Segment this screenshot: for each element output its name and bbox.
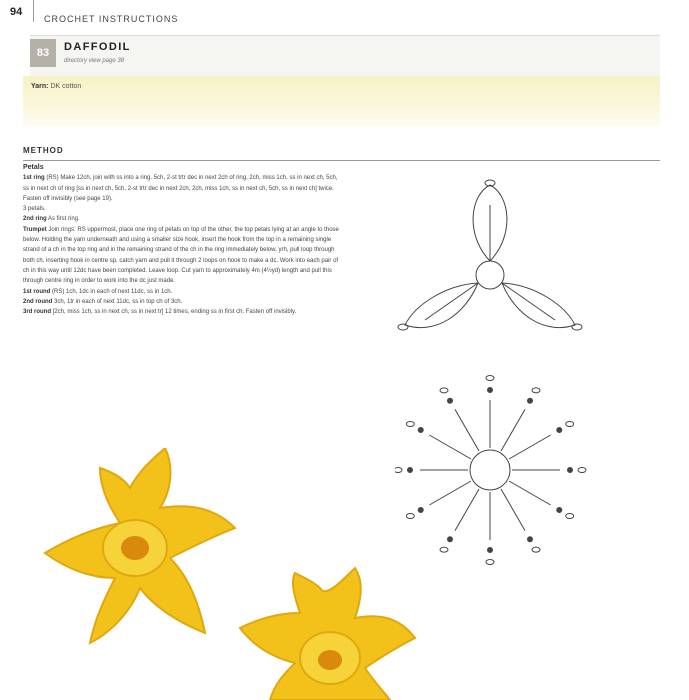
chart-chain-loop [532, 547, 540, 552]
instruction-label: 2nd ring [23, 216, 47, 223]
pattern-title: DAFFODIL [64, 41, 131, 53]
chart-dot [528, 398, 533, 403]
instruction-paragraph [23, 214, 343, 224]
directory-reference: directory view page 38 [64, 58, 125, 64]
chart-spoke [501, 409, 525, 451]
chart-chain-loop [566, 422, 574, 427]
chart-dot [448, 537, 453, 542]
yarn-band [23, 76, 660, 126]
chart-dot [488, 388, 493, 393]
pattern-number-badge: 83 [30, 39, 56, 67]
method-divider [23, 160, 660, 161]
daffodil-flower-small [240, 568, 415, 700]
pattern-title-box [30, 35, 660, 76]
chart-chain-loop [486, 376, 494, 381]
chart-spoke [455, 409, 479, 451]
method-heading: METHOD [23, 146, 64, 155]
chart-dot [448, 398, 453, 403]
instruction-paragraph [23, 297, 343, 307]
instruction-text: 3 petals. [23, 206, 46, 213]
instruction-text: [2ch, miss 1ch, ss in next ch, ss in next tr] 12 times, ending ss in first ch. Fasten off invisibly. [52, 309, 297, 316]
chart-chain-loop [578, 468, 586, 473]
yarn-line [31, 83, 81, 90]
instruction-paragraph [23, 307, 343, 317]
instruction-label: 1st round [23, 288, 51, 295]
instruction-label: 2nd round [23, 298, 53, 305]
instruction-paragraph [23, 173, 343, 204]
chart-spoke [455, 489, 479, 531]
chart-dot [557, 428, 562, 433]
daffodil-photo [40, 448, 440, 700]
instruction-paragraph [23, 287, 343, 297]
page-number: 94 [10, 6, 23, 18]
instruction-paragraph [23, 225, 343, 287]
yarn-value: DK cotton [50, 83, 82, 90]
chart-spoke [501, 489, 525, 531]
instruction-text: 3ch, 1tr in each of next 11dc, ss in top ch of 3ch. [54, 298, 183, 305]
chart-chain-loop [440, 388, 448, 393]
chart-chain-loop [486, 560, 494, 565]
section-title: CROCHET INSTRUCTIONS [44, 14, 179, 24]
petal-ring-chart [398, 180, 582, 330]
chart-dot [528, 537, 533, 542]
chart-dot [557, 508, 562, 513]
chart-dot [488, 548, 493, 553]
trumpet-round-chart [470, 450, 510, 490]
instruction-label: 1st ring [23, 175, 45, 182]
chart-dot [568, 468, 573, 473]
instruction-label: 3rd round [23, 309, 51, 316]
yarn-label: Yarn: [31, 83, 49, 90]
instruction-label: Trumpet [23, 226, 47, 233]
header-divider [33, 0, 34, 22]
chart-chain-loop [406, 422, 414, 427]
instruction-text: As first ring. [48, 216, 80, 223]
instruction-text: Join rings: RS uppermost, place one ring of petals on top of the other, the top petals lying at an angle to those below. Holding the yarn underneath and using a smaller size hook, insert the hook from the top in a remaining single strand of a ch in the top ring and in the remaining strand of the ch in the ring immediately below, yrh, pull loop through both ch, inserting hook in centre sp, catch yarn and pull it through 2 loops on hook to make a dc. Work into each pair of ch in this way until 12dc have been completed. Leave loop. Cut yarn to approximately 4m (4½yd) length and pull this through centre ring in order to work into the dc just made. [23, 226, 339, 285]
chart-spoke [509, 435, 551, 459]
instructions-block [23, 163, 343, 317]
chart-chain-loop [440, 547, 448, 552]
daffodil-flower-large [45, 448, 235, 643]
chart-chain-loop [566, 514, 574, 519]
chart-dot [418, 428, 423, 433]
instruction-paragraph [23, 204, 343, 214]
instruction-text: (RS) Make 12ch, join with ss into a ring. 5ch, 2-st trtr dec in next 2ch of ring, 2ch, miss 1ch, ss in next ch, 5ch, ss in next ch of ring [ss in next ch, 5ch, 2-st trtr dec in next 2ch, 2ch, miss 1ch, ss in next ch, 5ch, ss in next ch] twice. Fasten off invisibly (see page 19). [23, 175, 338, 202]
petals-heading: Petals [23, 164, 44, 171]
chart-spoke [509, 481, 551, 505]
instruction-text: (RS) 1ch, 1dc in each of next 11dc, ss in 1ch. [52, 288, 173, 295]
chart-chain-loop [532, 388, 540, 393]
